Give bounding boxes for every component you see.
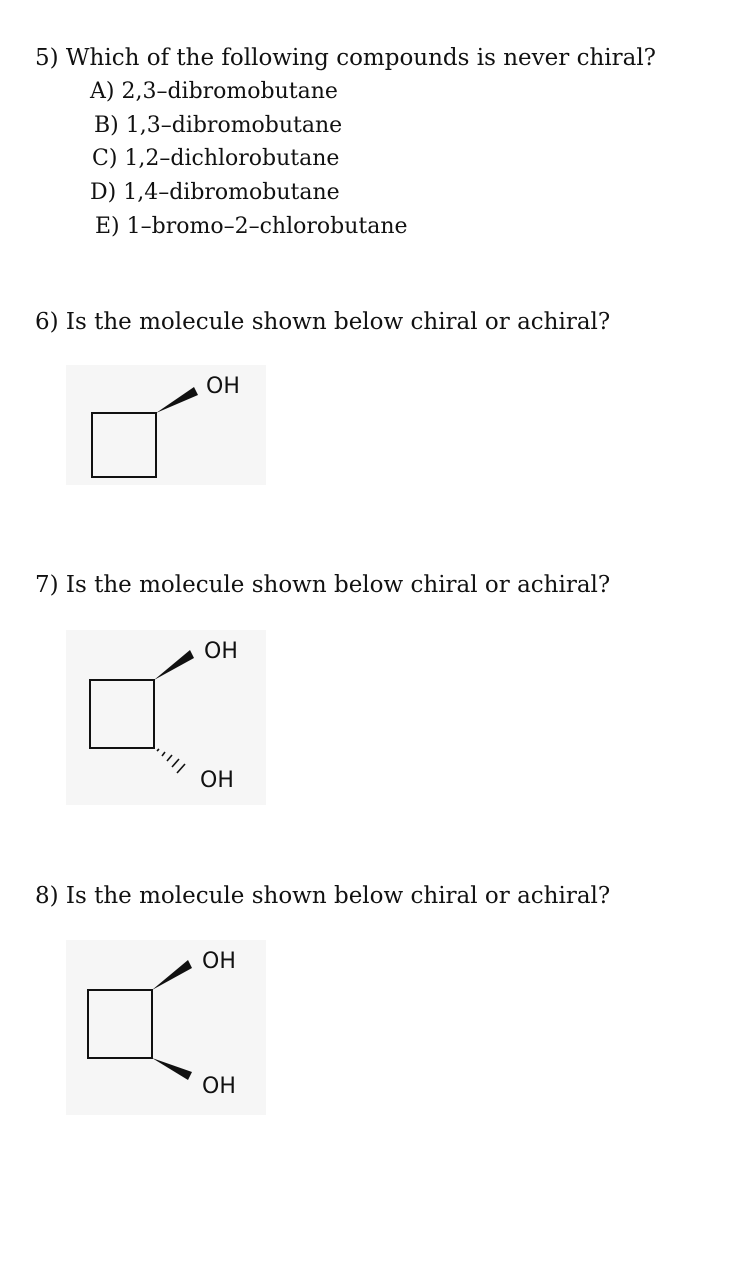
option-d: D) 1,4–dibromobutane — [90, 180, 340, 205]
molecule-7 — [66, 630, 266, 805]
oh-label-bottom: OH — [202, 1074, 236, 1099]
cyclobutane-ring — [90, 680, 154, 748]
cis-cyclobutanediol-structure — [66, 940, 266, 1115]
cyclobutane-ring — [88, 990, 152, 1058]
oh-label-top: OH — [204, 639, 238, 664]
molecule-8 — [66, 940, 266, 1115]
option-b: B) 1,3–dibromobutane — [94, 113, 343, 138]
hash-bond — [157, 749, 185, 773]
question-8 — [35, 882, 610, 910]
question-number: 8) — [35, 883, 59, 909]
trans-cyclobutanediol-structure — [66, 630, 266, 805]
option-e: E) 1–bromo–2–chlorobutane — [95, 214, 408, 239]
question-7 — [35, 571, 610, 599]
option-a: A) 2,3–dibromobutane — [90, 79, 338, 104]
question-number: 5) — [35, 45, 59, 71]
cyclobutane-ring — [92, 413, 156, 477]
question-text: Is the molecule shown below chiral or achiral? — [65, 572, 611, 598]
question-text: Which of the following compounds is never chiral? — [65, 45, 657, 71]
wedge-bond-bottom — [152, 1058, 192, 1080]
question-text: Is the molecule shown below chiral or achiral? — [65, 883, 611, 909]
question-text: Is the molecule shown below chiral or achiral? — [65, 309, 611, 335]
question-number: 6) — [35, 309, 59, 335]
cyclobutanol-structure — [66, 365, 266, 485]
wedge-bond-top — [152, 960, 192, 990]
wedge-bond — [154, 650, 194, 680]
question-number: 7) — [35, 572, 59, 598]
wedge-bond — [156, 387, 198, 413]
oh-label-bottom: OH — [200, 768, 234, 793]
option-c: C) 1,2–dichlorobutane — [92, 146, 340, 171]
oh-label-top: OH — [202, 949, 236, 974]
oh-label: OH — [206, 374, 240, 399]
molecule-6 — [66, 365, 266, 485]
question-5 — [35, 44, 656, 72]
question-6 — [35, 308, 610, 336]
